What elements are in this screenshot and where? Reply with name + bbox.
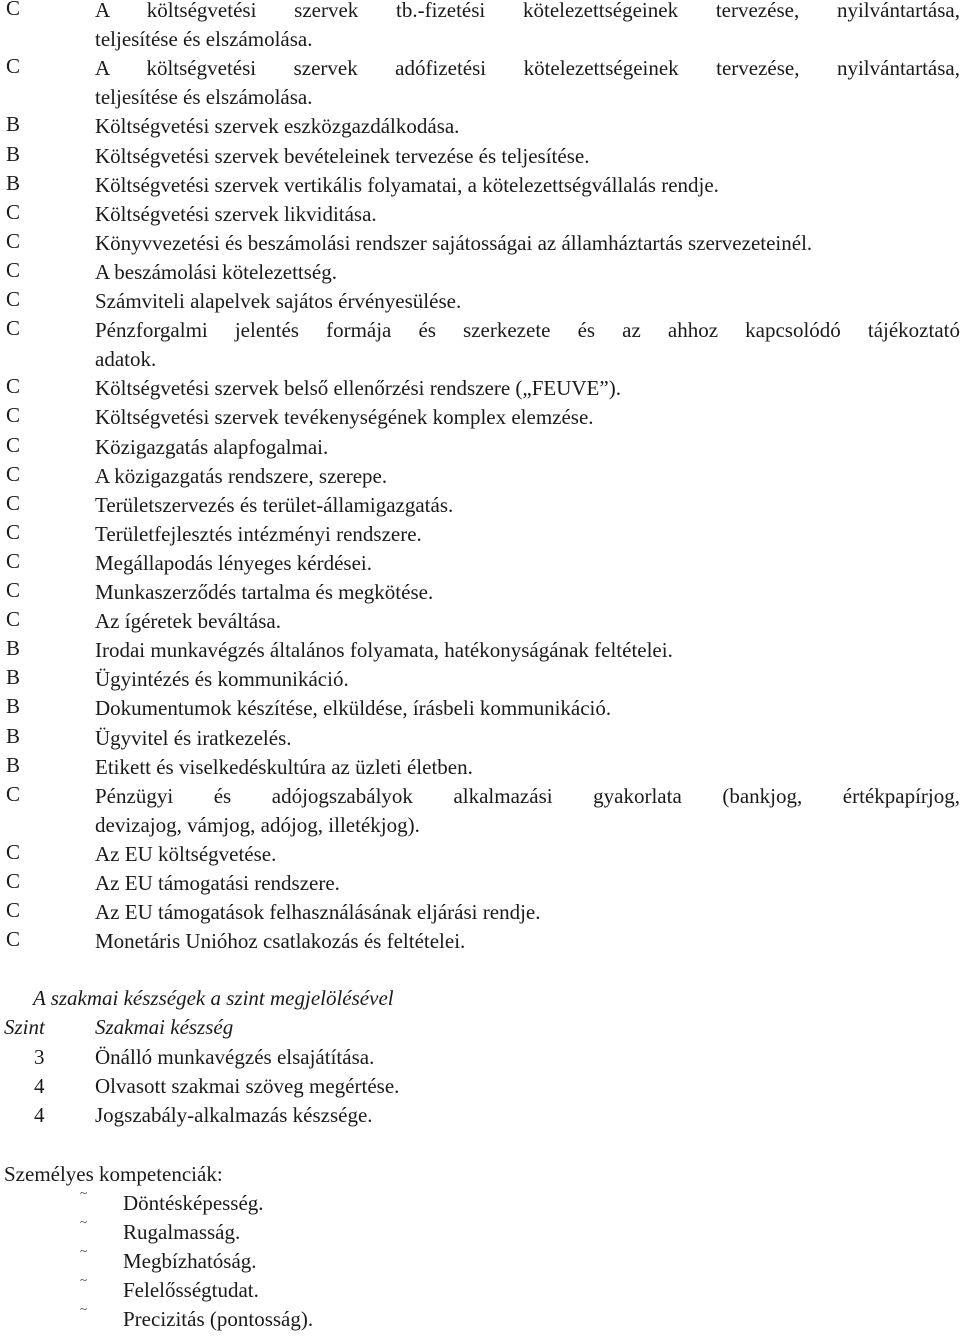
topic-text-line: Megállapodás lényeges kérdései. bbox=[95, 550, 372, 575]
topic-level: B bbox=[6, 694, 21, 719]
personal-item-text: Megbízhatóság. bbox=[123, 1249, 257, 1273]
skills-col-level-header: Szint bbox=[4, 1015, 45, 1039]
topic-text-line: Az EU költségvetése. bbox=[95, 841, 277, 866]
personal-item-text: Döntésképesség. bbox=[123, 1191, 264, 1215]
topic-text-line: Könyvvezetési és beszámolási rendszer sajátosságai az államháztartás szervezeteinél. bbox=[95, 230, 813, 255]
topic-text-line: Számviteli alapelvek sajátos érvényesülése. bbox=[95, 289, 462, 313]
topic-text-line: Ügyvitel és iratkezelés. bbox=[95, 725, 292, 750]
topic-text-line: Költségvetési szervek eszközgazdálkodása. bbox=[95, 114, 460, 139]
topic-level: C bbox=[6, 578, 21, 602]
topic-level: C bbox=[6, 316, 21, 341]
topic-text-line: Költségvetési szervek likviditása. bbox=[95, 201, 377, 226]
tilde-bullet-icon: ~ bbox=[80, 1272, 88, 1287]
topic-level: B bbox=[6, 112, 21, 137]
topic-level: B bbox=[6, 170, 21, 195]
topic-text-line: Munkaszerződés tartalma és megkötése. bbox=[95, 580, 434, 604]
topic-text-line: teljesítése és elszámolása. bbox=[95, 27, 313, 52]
topic-text-line: Dokumentumok készítése, elküldése, írásbeli kommunikáció. bbox=[95, 696, 612, 721]
topic-level: C bbox=[6, 927, 21, 952]
topic-text-line: A közigazgatás rendszere, szerepe. bbox=[95, 463, 388, 488]
topic-text-line: Területszervezés és terület-államigazgatás. bbox=[95, 492, 454, 517]
topic-level: C bbox=[6, 54, 21, 79]
topic-text-line: Ügyintézés és kommunikáció. bbox=[95, 667, 349, 692]
tilde-bullet-icon: ~ bbox=[80, 1301, 88, 1316]
skill-level: 4 bbox=[34, 1074, 45, 1098]
topic-level: C bbox=[6, 839, 21, 864]
personal-item-text: Rugalmasság. bbox=[123, 1220, 241, 1244]
topic-text-line: devizajog, vámjog, adójog, illetékjog). bbox=[95, 812, 420, 837]
topic-text-line: Az EU támogatási rendszere. bbox=[95, 871, 340, 895]
topic-level: C bbox=[6, 490, 21, 515]
topic-level: C bbox=[6, 403, 21, 428]
topic-level: B bbox=[6, 636, 21, 661]
topic-level: C bbox=[6, 228, 21, 253]
topic-text-line: Az EU támogatások felhasználásának eljárási rendje. bbox=[95, 900, 541, 925]
topic-level: C bbox=[6, 548, 21, 573]
topic-text-line: Irodai munkavégzés általános folyamata, hatékonyságának feltételei. bbox=[95, 638, 673, 663]
topic-level: C bbox=[6, 898, 21, 923]
topic-level: B bbox=[6, 141, 21, 166]
personal-item-text: Precizitás (pontosság). bbox=[123, 1307, 314, 1331]
topic-level: C bbox=[6, 287, 21, 311]
skills-col-skill-header: Szakmai készség bbox=[95, 1015, 234, 1039]
topic-level: C bbox=[6, 0, 21, 20]
topic-text-line: Költségvetési szervek belső ellenőrzési rendszere („FEUVE”). bbox=[95, 376, 621, 401]
topic-text-line: A költségvetési szervek adófizetési kötelezettségeinek tervezése, nyilvántartása, bbox=[95, 56, 960, 81]
tilde-bullet-icon: ~ bbox=[80, 1243, 88, 1258]
skill-text: Önálló munkavégzés elsajátítása. bbox=[95, 1045, 375, 1069]
topic-level: C bbox=[6, 607, 21, 632]
skill-level: 3 bbox=[34, 1045, 45, 1069]
topic-level: C bbox=[6, 869, 21, 893]
topic-text-line: A költségvetési szervek tb.-fizetési kötelezettségeinek tervezése, nyilvántartása, bbox=[95, 0, 960, 22]
personal-competencies-title: Személyes kompetenciák: bbox=[4, 1162, 223, 1186]
topic-text-line: Közigazgatás alapfogalmai. bbox=[95, 434, 329, 459]
topic-text-line: Költségvetési szervek bevételeinek tervezése és teljesítése. bbox=[95, 143, 590, 168]
topic-level: C bbox=[6, 432, 21, 457]
topic-text-line: adatok. bbox=[95, 347, 157, 372]
topic-level: C bbox=[6, 461, 21, 486]
topic-level: B bbox=[6, 723, 21, 748]
topic-text-line: Költségvetési szervek tevékenységének komplex elemzése. bbox=[95, 405, 594, 430]
topic-text-line: A beszámolási kötelezettség. bbox=[95, 259, 338, 284]
tilde-bullet-icon: ~ bbox=[80, 1214, 88, 1229]
topic-level: B bbox=[6, 665, 21, 690]
topic-level: C bbox=[6, 199, 21, 224]
topic-level: C bbox=[6, 257, 21, 282]
topic-text-line: Az ígéretek beváltása. bbox=[95, 609, 281, 634]
skill-text: Jogszabály-alkalmazás készsége. bbox=[95, 1103, 373, 1127]
skill-text: Olvasott szakmai szöveg megértése. bbox=[95, 1074, 400, 1098]
topic-text-line: Etikett és viselkedéskultúra az üzleti életben. bbox=[95, 754, 473, 779]
topic-text-line: Pénzforgalmi jelentés formája és szerkezete és az ahhoz kapcsolódó tájékoztató bbox=[95, 318, 960, 343]
topic-level: C bbox=[6, 519, 21, 544]
tilde-bullet-icon: ~ bbox=[80, 1185, 88, 1200]
topic-level: C bbox=[6, 781, 21, 806]
skill-level: 4 bbox=[34, 1103, 45, 1127]
skills-heading: A szakmai készségek a szint megjelölésével bbox=[33, 986, 394, 1010]
topic-text-line: Pénzügyi és adójogszabályok alkalmazási gyakorlata (bankjog, értékpapírjog, bbox=[95, 783, 960, 808]
topic-level: B bbox=[6, 752, 21, 777]
personal-item-text: Felelősségtudat. bbox=[123, 1278, 259, 1302]
topic-text-line: Költségvetési szervek vertikális folyamatai, a kötelezettségvállalás rendje. bbox=[95, 172, 719, 197]
topic-text-line: teljesítése és elszámolása. bbox=[95, 85, 313, 110]
topic-level: C bbox=[6, 374, 21, 399]
topic-text-line: Területfejlesztés intézményi rendszere. bbox=[95, 521, 422, 546]
topic-text-line: Monetáris Unióhoz csatlakozás és feltételei. bbox=[95, 929, 466, 954]
